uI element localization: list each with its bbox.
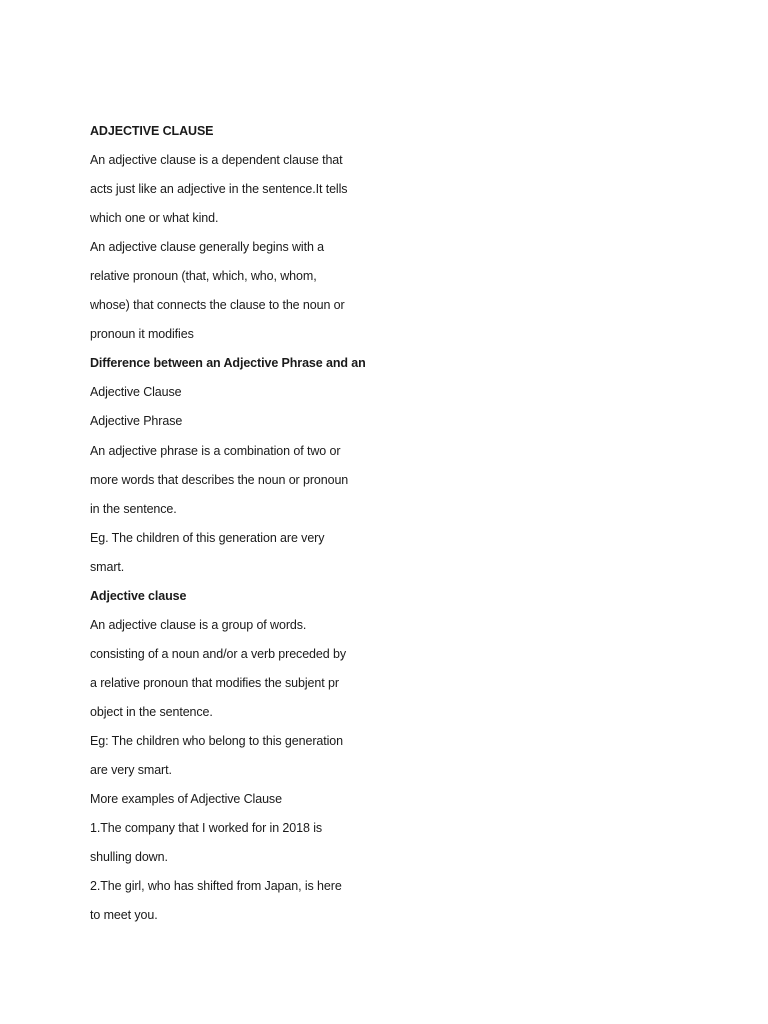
paragraph-line: object in the sentence.: [90, 704, 213, 719]
paragraph-line: a relative pronoun that modifies the subjent pr: [90, 675, 339, 690]
section-heading: Difference between an Adjective Phrase and an: [90, 356, 366, 371]
example-line: Eg: The children who belong to this generation: [90, 733, 343, 748]
example-line: shulling down.: [90, 850, 168, 865]
example-line: to meet you.: [90, 908, 158, 923]
paragraph-line: which one or what kind.: [90, 211, 219, 226]
paragraph-line: An adjective phrase is a combination of two or: [90, 443, 341, 458]
paragraph-line: More examples of Adjective Clause: [90, 792, 282, 807]
paragraph-line: in the sentence.: [90, 501, 177, 516]
paragraph-line: An adjective clause is a dependent clause that: [90, 153, 343, 168]
example-line: 2.The girl, who has shifted from Japan, is here: [90, 879, 342, 894]
paragraph-line: consisting of a noun and/or a verb preceded by: [90, 646, 346, 661]
paragraph-line: relative pronoun (that, which, who, whom,: [90, 269, 317, 284]
paragraph-line: acts just like an adjective in the sentence.It tells: [90, 182, 348, 197]
paragraph-line: Adjective Clause: [90, 385, 182, 400]
paragraph-line: more words that describes the noun or pronoun: [90, 472, 349, 487]
document-title: ADJECTIVE CLAUSE: [90, 124, 214, 138]
example-line: Eg. The children of this generation are very: [90, 530, 325, 545]
document-body: [90, 117, 390, 930]
paragraph-line: pronoun it modifies: [90, 327, 194, 342]
example-line: are very smart.: [90, 763, 172, 778]
paragraph-line: Adjective Phrase: [90, 414, 183, 429]
example-line: smart.: [90, 559, 125, 574]
paragraph-line: whose) that connects the clause to the noun or: [90, 298, 345, 313]
example-line: 1.The company that I worked for in 2018 is: [90, 821, 323, 836]
section-heading: Adjective clause: [90, 588, 187, 603]
paragraph-line: An adjective clause generally begins with a: [90, 240, 325, 255]
paragraph-line: An adjective clause is a group of words.: [90, 617, 307, 632]
